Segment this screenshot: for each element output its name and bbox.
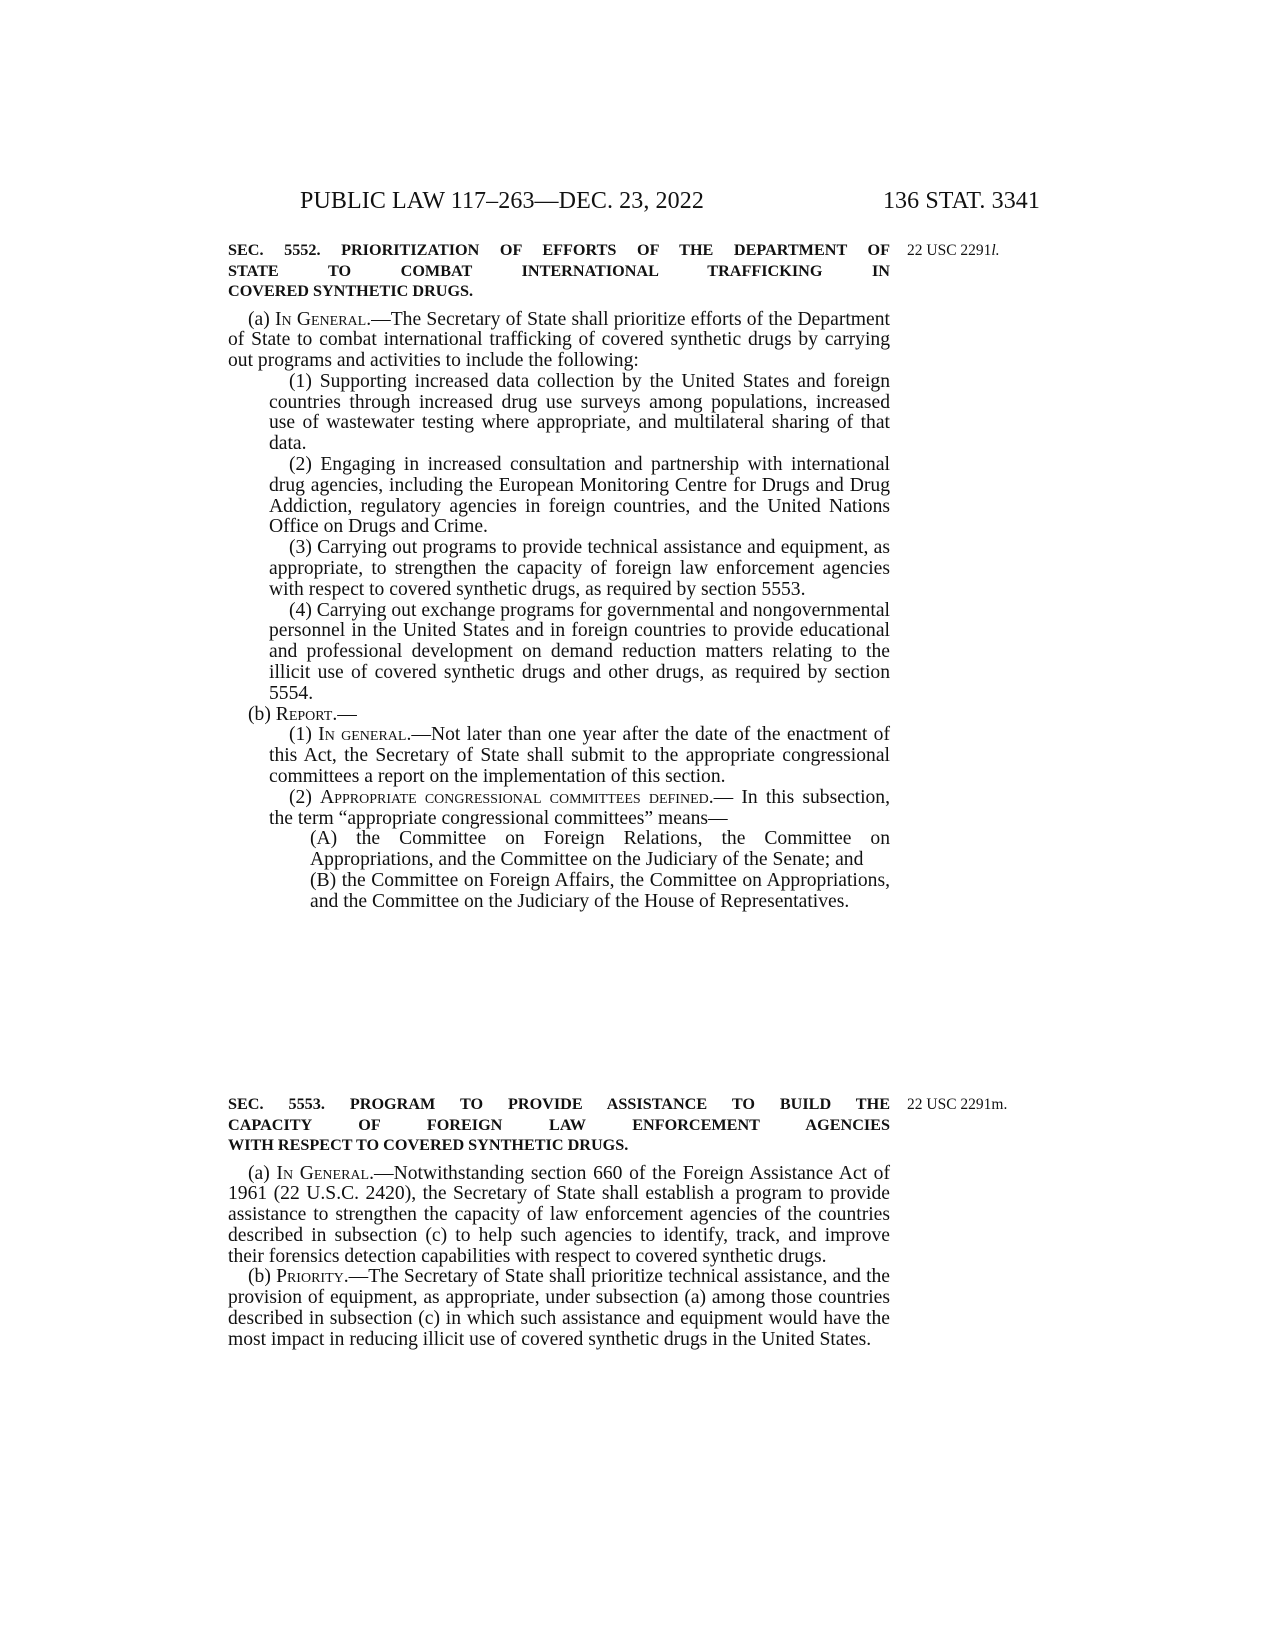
paragraph-1: (1) Supporting increased data collection by the United States and foreign countries through increased drug use surveys among populations, increased use of wastewater testing where appropriate, and multilateral sharing of that data. xyxy=(269,370,890,455)
subsection-b: (b) Report.— xyxy=(248,703,357,725)
paragraph-4: (4) Carrying out exchange programs for governmental and nongovernmental personnel in the United States and in foreign countries to provide educational and professional development on demand reduction matters relating to the illicit use of covered synthetic drugs and other drugs, as required by section 5554. xyxy=(269,599,890,704)
subsection-a: (a) In General.—The Secretary of State shall prioritize efforts of the Department of State to combat international trafficking of covered synthetic drugs by carrying out programs and activities to include the following: xyxy=(228,308,890,372)
law-title: PUBLIC LAW 117–263—DEC. 23, 2022 xyxy=(300,188,704,214)
section-heading-5552: SEC. 5552. PRIORITIZATION OF EFFORTS OF THE DEPARTMENT OF STATE TO COMBAT INTERNATIONAL TRAFFICKING IN COVERED SYNTHETIC DRUGS. xyxy=(228,241,890,300)
section-5553 xyxy=(228,1094,890,1351)
paragraph-3: (3) Carrying out programs to provide technical assistance and equipment, as appropriate, to strengthen the capacity of foreign law enforcement agencies with respect to covered synthetic drugs, as required by section 5553. xyxy=(269,537,890,600)
subparagraph-A: (A) the Committee on Foreign Relations, the Committee on Appropriations, and the Committee on the Judiciary of the Senate; and xyxy=(310,828,890,871)
subparagraph-B: (B) the Committee on Foreign Affairs, the Committee on Appropriations, and the Committee on the Judiciary of the House of Representatives. xyxy=(310,870,890,912)
margin-citation-sec-5553: 22 USC 2291m. xyxy=(907,1096,1008,1113)
paragraph-b-2: (2) Appropriate congressional committees defined.— In this subsection, the term “appropriate congressional committees” means— xyxy=(269,786,891,829)
paragraph-2: (2) Engaging in increased consultation and partnership with international drug agencies, including the European Monitoring Centre for Drugs and Drug Addiction, regulatory agencies in foreign countries, and the United Nations Office on Drugs and Crime. xyxy=(269,454,890,538)
section-heading-5553: SEC. 5553. PROGRAM TO PROVIDE ASSISTANCE TO BUILD THE CAPACITY OF FOREIGN LAW ENFORCEMENT AGENCIES WITH RESPECT TO COVERED SYNTHETIC DRUGS. xyxy=(228,1095,890,1154)
margin-citation-sec-5552: 22 USC 2291l. xyxy=(907,242,1000,259)
statute-page-number: 136 STAT. 3341 xyxy=(882,188,1040,214)
running-head xyxy=(300,188,1040,218)
subsection-a-5553: (a) In General.—Notwithstanding section 660 of the Foreign Assistance Act of 1961 (22 U.S.C. 2420), the Secretary of State shall establish a program to provide assistance to strengthen the capacity of law enforcement agencies of the countries described in subsection (c) to help such agencies to identify, track, and improve their forensics detection capabilities with respect to covered synthetic drugs. xyxy=(228,1162,890,1267)
section-5552 xyxy=(228,240,890,913)
paragraph-b-1: (1) In general.—Not later than one year after the date of the enactment of this Act, the Secretary of State shall submit to the appropriate congressional committees a report on the implementation of this section. xyxy=(269,724,891,788)
subsection-b-5553: (b) Priority.—The Secretary of State shall prioritize technical assistance, and the provision of equipment, as appropriate, under subsection (a) among those countries described in subsection (c) in which such assistance and equipment would have the most impact in reducing illicit use of covered synthetic drugs in the United States. xyxy=(228,1266,891,1350)
